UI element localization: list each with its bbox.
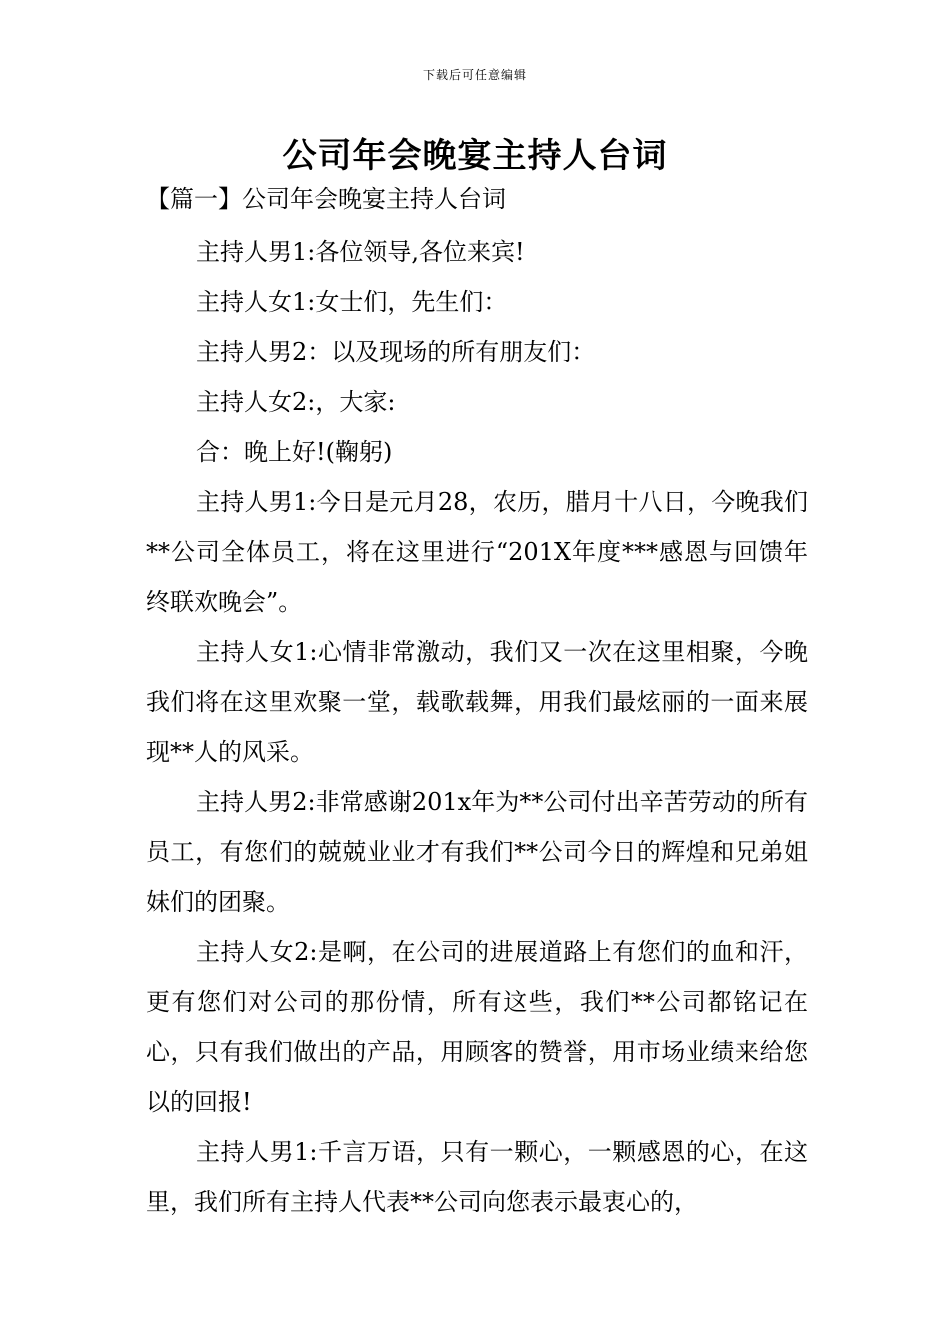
document-title: 公司年会晚宴主持人台词 [282,136,668,176]
document-body [146,227,808,1227]
section-heading: 【篇一】公司年会晚宴主持人台词 [146,185,506,213]
paragraph: 主持人男1:各位领导,各位来宾! [196,238,525,266]
paragraph: 主持人男1:今日是元月28，农历，腊月十八日，今晚我们**公司全体员工，将在这里进行“201X年度***感恩与回馈年终联欢晚会”。 [146,488,808,616]
paragraph: 主持人女1:心情非常激动，我们又一次在这里相聚，今晚我们将在这里欢聚一堂，载歌载舞，用我们最炫丽的一面来展现**人的风采。 [146,638,808,766]
paragraph: 主持人男2:非常感谢201x年为**公司付出辛苦劳动的所有员工，有您们的兢兢业业才有我们**公司今日的辉煌和兄弟姐妹们的团聚。 [146,788,808,916]
paragraph: 主持人女2:，大家: [196,388,396,416]
paragraph: 主持人男2：以及现场的所有朋友们： [196,338,596,366]
paragraph: 主持人男1:千言万语，只有一颗心，一颗感恩的心，在这里，我们所有主持人代表**公司向您表示最衷心的， [146,1138,808,1216]
paragraph: 主持人女1:女士们，先生们： [196,288,508,316]
header-note: 下载后可任意编辑 [422,68,527,82]
paragraph: 合：晚上好!(鞠躬) [196,438,393,466]
paragraph: 主持人女2:是啊，在公司的进展道路上有您们的血和汗，更有您们对公司的那份情，所有这些，我们**公司都铭记在心，只有我们做出的产品，用顾客的赞誉，用市场业绩来给您以的回报! [146,938,808,1116]
